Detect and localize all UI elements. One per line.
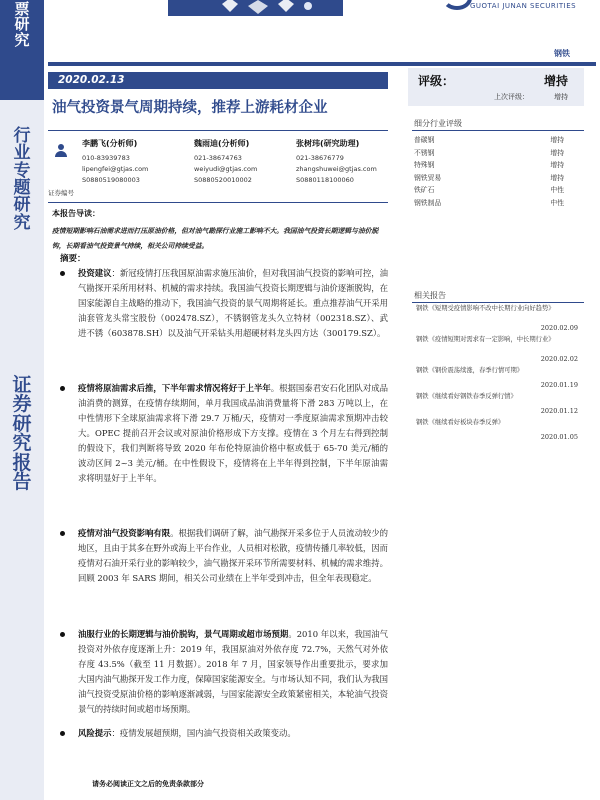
related-report-date: 2020.02.09 [540, 324, 578, 332]
disclaimer-note: 请务必阅读正文之后的免责条款部分 [92, 780, 204, 788]
summary-item-text: ：疫情发展超预期，国内油气投资相关政策变动。 [111, 728, 296, 738]
bullet-icon [60, 271, 65, 276]
related-report-item[interactable] [416, 335, 580, 366]
sub-industry-name: 钢铁贸易 [414, 173, 442, 182]
sub-industry-rating: 中性 [550, 198, 564, 207]
table-row [414, 184, 564, 197]
guide-text: 疫情短期影响石油需求进而打压原油价格，但对油气勘探行业施工影响不大。我国油气投资长期逻辑与油价脱钩，长期看油气投资景气持续，相关公司持续受益。 [52, 227, 379, 250]
summary-item-text: 。根据国泰君安石化团队对成品油消费的测算，在疫情存续期间，单月我国成品油消费量将下滑 283 万吨以上，在中性情形下全球原油需求将下滑 29.7 万桶/天，疫情对一季度原油需求预期冲击较大。OPEC 提前召开会议或对原油价格形成下方支撑。疫情在 3 个月左右得到控制的假设下，我们判断将导致 2020 年布伦特原油价格中枢或低于 65-70 美元/桶的波动区间 2~3 美元/桶。在中性假设下，疫情将在上半年得到控制，下半年原油需求将明显好于上半年。 [78, 383, 388, 483]
summary-heading: 摘要： [60, 254, 86, 264]
bullet-icon [60, 731, 65, 736]
analyst-phone: 010-83939783 [82, 154, 130, 162]
analyst-cert: S0880118100060 [296, 176, 354, 184]
analyst-phone: 021-38676779 [296, 154, 344, 162]
related-report-item[interactable] [416, 304, 580, 335]
analyst-card [194, 138, 294, 186]
summary-item-text: ：新冠疫情打压我国原油需求施压油价，但对我国油气投资的影响可控，油气勘探开采所用材料、机械的需求持续。我国油气投资长期逻辑与油价逐渐脱钩，在国家能源自主战略的推动下，我国油气投资的景气周期将延长。重点推荐油气开采用油套管龙头常宝股份（002478.SZ），不锈钢管龙头久立特材（002318.SZ）、武进不锈（603878.SH）以及油气开采钻头用超硬材料龙头四方达（300179.SZ）。 [78, 268, 388, 338]
table-row [414, 147, 564, 160]
analyst-cert: S0880520010002 [194, 176, 252, 184]
analyst-email[interactable]: weiyudi@gtjas.com [194, 165, 258, 173]
analyst-cert: S0880519080003 [82, 176, 140, 184]
related-report-title[interactable]: 钢铁《钢价震荡续涨，春季行情可期》 [416, 367, 524, 374]
analyst-email[interactable]: zhangshuwei@gtjas.com [296, 165, 377, 173]
sub-industry-rating: 增持 [550, 161, 564, 169]
related-report-date: 2020.02.02 [540, 355, 578, 363]
sub-industry-title: 细分行业评级 [414, 119, 462, 128]
summary-item-heading: 疫情对油气投资影响有限 [78, 528, 171, 538]
summary-item-heading: 油服行业的长期逻辑与油价脱钩，景气周期或超市场预期 [78, 629, 289, 639]
related-report-title[interactable]: 钢铁《短期受疫情影响不改中长期行业向好趋势》 [416, 305, 555, 312]
summary-item [52, 726, 388, 744]
related-report-item[interactable] [416, 392, 580, 418]
summary-item-text: 。根据我们调研了解，油气勘探开采多位于人员流动较少的地区，且由于其多在野外或海上平台作业，人员相对松散，疫情传播几率较低，因而疫情对石油开采行业的影响较少，油气勘探开采环节所需要材料、机械的需求维持。回顾 2003 年 SARS 期间，相关公司业绩在上半年受到冲击，但全年表现稳定。 [78, 528, 389, 583]
cert-label: 证券编号 [48, 189, 74, 197]
rating-value: 增持 [543, 74, 568, 88]
previous-rating-value: 增持 [554, 93, 568, 101]
header-divider [48, 62, 596, 66]
analyst-email[interactable]: lipengfei@gtjas.com [82, 165, 149, 173]
analyst-name: 张树玮(研究助理) [296, 139, 360, 148]
bullet-icon [60, 386, 65, 391]
summary-item [52, 381, 388, 521]
bullet-icon [60, 632, 65, 637]
table-row [414, 197, 564, 210]
analyst-name: 魏雨迪(分析师) [194, 139, 250, 148]
guide-heading: 本报告导读： [52, 209, 100, 218]
sub-industry-rating: 增持 [550, 173, 564, 182]
related-report-title[interactable]: 钢铁《继续看好钢铁春季反弹行情》 [416, 393, 517, 400]
sub-industry-name: 特殊钢 [414, 161, 435, 169]
sub-industry-divider [412, 130, 584, 131]
related-report-title[interactable]: 钢铁《疫情短期对需求有一定影响，中长期行业》 [416, 336, 555, 343]
report-title: 油气投资景气周期持续，推荐上游耗材企业 [52, 100, 328, 116]
person-icon [54, 144, 68, 158]
summary-list [52, 266, 388, 749]
decorative-header-logo [168, 0, 343, 28]
related-report-date: 2020.01.05 [540, 433, 578, 441]
related-report-date: 2020.01.19 [540, 381, 578, 389]
related-reports-title: 相关报告 [414, 291, 446, 300]
analyst-card [82, 138, 182, 186]
sub-industry-name: 不锈钢 [414, 148, 435, 157]
related-report-title[interactable]: 钢铁《继续看好板块春季反弹》 [416, 419, 505, 426]
summary-item [52, 266, 388, 376]
analyst-phone: 021-38674763 [194, 154, 242, 162]
rating-box [408, 68, 584, 106]
sidebar-top-label: 票 研 究 [14, 0, 30, 49]
related-reports-divider [412, 302, 584, 303]
summary-item-text: 。2010 年以来，我国油气投资对外依存度逐渐上升：2019 年，我国原油对外依存度 72.7%，天然气对外依存度 43.5%（截至 11 月数据）。2018 年 7 月，国家领导作出重要批示，要求加大国内油气勘探开发工作力度，保障国家能源安全。与市场认知不同，我们认为我国油气投资受原油价格的影响逐渐减弱，与国家能源安全政策紧密相关，本轮油气投资景气的持续时间或超市场预期。 [78, 629, 388, 714]
summary-item-heading: 疫情将原油需求后推，下半年需求情况将好于上半年 [78, 383, 271, 393]
related-report-item[interactable] [416, 418, 580, 444]
table-row [414, 134, 564, 147]
sub-industry-name: 普碳钢 [414, 136, 435, 144]
sub-industry-name: 钢铁制品 [414, 198, 442, 207]
summary-item [52, 526, 388, 622]
sub-industry-rating: 增持 [550, 136, 564, 144]
rating-label: 评级： [418, 74, 455, 88]
sub-industry-name: 铁矿石 [414, 186, 435, 194]
table-row [414, 172, 564, 185]
summary-item [52, 627, 388, 721]
sub-industry-rating: 中性 [550, 186, 564, 194]
sidebar-report-type-label: 证 券 研 究 报 告 [12, 374, 32, 493]
brand-name: GUOTAI JUNAN SECURITIES [470, 2, 577, 10]
report-date: 2020.02.13 [48, 72, 388, 89]
analyst-name: 李鹏飞(分析师) [82, 139, 138, 148]
brand-logo-icon [442, 0, 472, 10]
industry-tag: 钢铁 [554, 48, 570, 58]
table-row [414, 159, 564, 172]
summary-item-heading: 风险提示 [78, 728, 112, 738]
previous-rating-label: 上次评级： [494, 93, 529, 101]
analyst-card [296, 138, 396, 186]
summary-item-heading: 投资建议 [78, 268, 112, 278]
sub-industry-rating: 增持 [550, 148, 564, 157]
related-report-date: 2020.01.12 [540, 407, 578, 415]
brand-logo [442, 0, 592, 24]
sub-industry-table [414, 134, 564, 209]
title-divider [48, 130, 388, 131]
related-reports-list [416, 304, 580, 444]
bullet-icon [60, 531, 65, 536]
analysts-divider [48, 202, 388, 203]
related-report-item[interactable] [416, 366, 580, 392]
sidebar-category-label: 行 业 专 题 研 究 [13, 126, 31, 233]
